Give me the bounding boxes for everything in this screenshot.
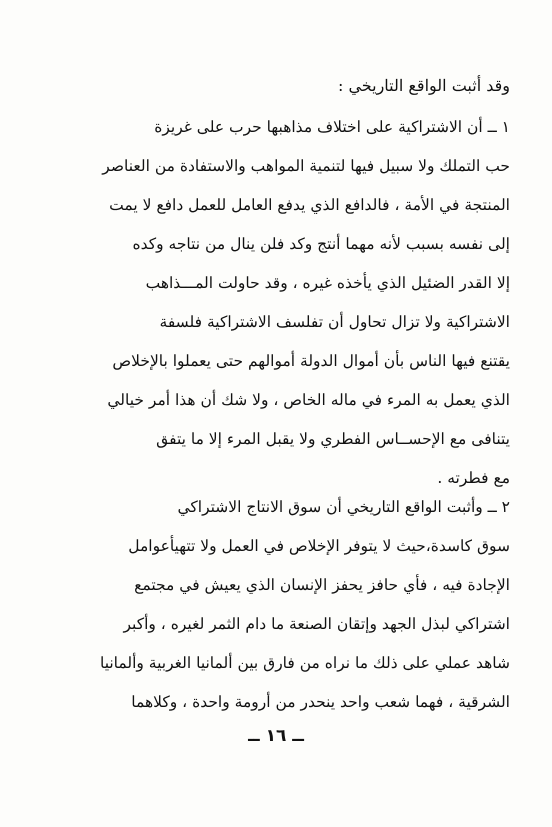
- paragraph-2-line: اشتراكي لبذل الجهد وإتقان الصنعة ما دام الثمر لغيره ، وأكبر: [123, 615, 510, 633]
- paragraph-1-line: إلى نفسه بسبب لأنه مهما أنتج وكد فلن ينال من نتاجه وكده: [132, 235, 510, 253]
- paragraph-1-line: حب التملك ولا سبيل فيها لتنمية المواهب والاستفادة من العناصر: [102, 157, 510, 175]
- paragraph-1-line: ١ ــ أن الاشتراكية على اختلاف مذاهبها حرب على غريزة: [154, 118, 510, 136]
- paragraph-1-line: مع فطرته .: [437, 469, 510, 487]
- paragraph-1-line: يقتنع فيها الناس بأن أموال الدولة أموالهم حتى يعملوا بالإخلاص: [112, 352, 510, 370]
- paragraph-1-line: المنتجة في الأمة ، فالدافع الذي يدفع العامل للعمل دافع لا يمت: [109, 196, 510, 214]
- paragraph-2-line: ٢ ــ وأثبت الواقع التاريخي أن سوق الانتاج الاشتراكي: [177, 498, 510, 516]
- paragraph-1-line: الذي يعمل به المرء في ماله الخاص ، ولا شك أن هذا أمر خيالي: [107, 391, 510, 409]
- paragraph-2-line: الشرقية ، فهما شعب واحد ينحدر من أرومة واحدة ، وكلاهما: [131, 693, 510, 711]
- paragraph-1-line: إلا القدر الضئيل الذي يأخذه غيره ، وقد حاولت المـــذاهب: [145, 274, 510, 292]
- paragraph-1-line: يتنافى مع الإحســاس الفطري ولا يقبل المرء إلا ما يتفق: [156, 430, 510, 448]
- paragraph-2-line: سوق كاسدة،حيث لا يتوفر الإخلاص في العمل ولا تتهيأعوامل: [128, 537, 510, 555]
- intro-line: وقد أثبت الواقع التاريخي :: [337, 76, 510, 95]
- page-number: ــ ١٦ ــ: [248, 726, 304, 746]
- paragraph-1-line: الاشتراكية ولا تزال تحاول أن تفلسف الاشتراكية فلسفة: [159, 313, 510, 331]
- paragraph-2-line: الإجادة فيه ، فأي حافز يحفز الإنسان الذي يعيش في مجتمع: [134, 576, 510, 594]
- intro-block: [52, 66, 510, 105]
- paragraph-1: [52, 108, 510, 498]
- paragraph-2: [52, 488, 510, 722]
- paragraph-2-line: شاهد عملي على ذلك ما نراه من فارق بين ألمانيا الغربية وألمانيا: [99, 654, 510, 672]
